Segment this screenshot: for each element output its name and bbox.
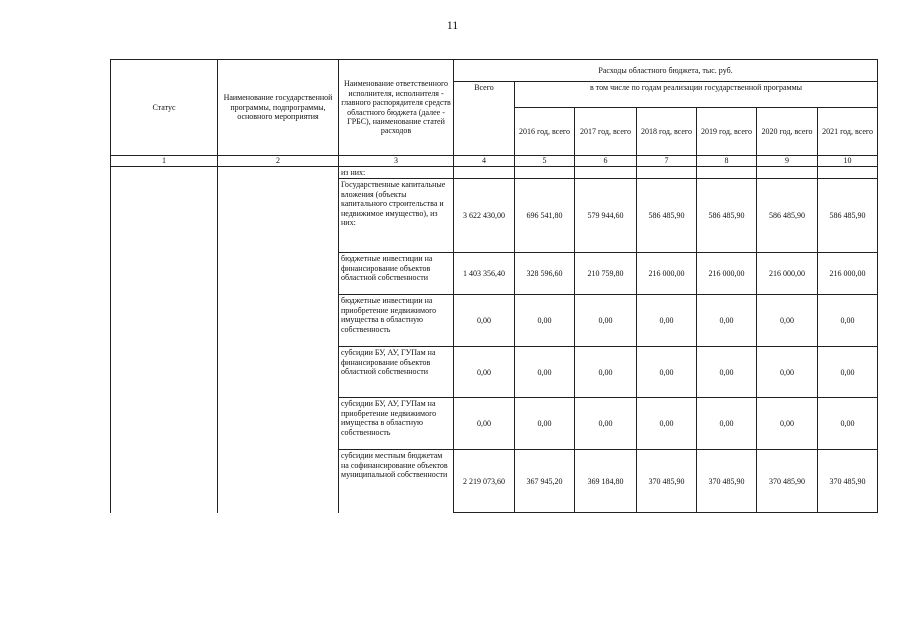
cell-value: 0,00 bbox=[818, 398, 878, 450]
cell-value: 216 000,00 bbox=[637, 253, 697, 295]
column-number: 3 bbox=[339, 156, 454, 167]
status-cell bbox=[111, 167, 218, 513]
cell-value: 0,00 bbox=[575, 295, 637, 347]
cell-value: 0,00 bbox=[757, 295, 818, 347]
cell-value: 216 000,00 bbox=[697, 253, 757, 295]
cell-value: 0,00 bbox=[575, 398, 637, 450]
column-number: 9 bbox=[757, 156, 818, 167]
cell-value: 0,00 bbox=[454, 347, 515, 398]
header-year: 2019 год, всего bbox=[697, 108, 757, 156]
cell-value: 370 485,90 bbox=[697, 450, 757, 513]
cell-value: 586 485,90 bbox=[757, 179, 818, 253]
cell-value: 0,00 bbox=[454, 295, 515, 347]
budget-table bbox=[110, 59, 878, 513]
header-year: 2016 год, всего bbox=[515, 108, 575, 156]
column-number: 4 bbox=[454, 156, 515, 167]
cell-value: 0,00 bbox=[515, 295, 575, 347]
cell-value: 0,00 bbox=[697, 398, 757, 450]
cell-value: 586 485,90 bbox=[818, 179, 878, 253]
header-status: Статус bbox=[111, 60, 218, 156]
cell-value: 0,00 bbox=[757, 398, 818, 450]
cell-value: 579 944,60 bbox=[575, 179, 637, 253]
cell-value: 0,00 bbox=[697, 295, 757, 347]
cell-value: 369 184,80 bbox=[575, 450, 637, 513]
cell-value: 2 219 073,60 bbox=[454, 450, 515, 513]
cell-value: 370 485,90 bbox=[757, 450, 818, 513]
cell-value bbox=[575, 167, 637, 179]
column-number-row bbox=[111, 156, 878, 167]
cell-value: 216 000,00 bbox=[818, 253, 878, 295]
cell-value: 0,00 bbox=[515, 398, 575, 450]
header-executor: Наименование ответственного исполнителя, исполнителя - главного распорядителя средств областного бюджета (далее - ГРБС), наименование статей расходов bbox=[339, 60, 454, 156]
cell-value: 367 945,20 bbox=[515, 450, 575, 513]
cell-value: 0,00 bbox=[818, 295, 878, 347]
row-label: субсидии БУ, АУ, ГУПам на приобретение недвижимого имущества в областную собственность bbox=[339, 398, 454, 450]
column-number: 2 bbox=[218, 156, 339, 167]
header-program-name: Наименование государственной программы, подпрограммы, основного мероприятия bbox=[218, 60, 339, 156]
row-label: субсидии местным бюджетам на софинансирование объектов муниципальной собственности bbox=[339, 450, 454, 513]
cell-value: 0,00 bbox=[515, 347, 575, 398]
cell-value: 1 403 356,40 bbox=[454, 253, 515, 295]
cell-value: 0,00 bbox=[697, 347, 757, 398]
header-expenses: Расходы областного бюджета, тыс. руб. bbox=[454, 60, 878, 82]
column-number: 5 bbox=[515, 156, 575, 167]
header-total: Всего bbox=[454, 82, 515, 156]
row-label: бюджетные инвестиции на приобретение недвижимого имущества в областную собственность bbox=[339, 295, 454, 347]
column-number: 6 bbox=[575, 156, 637, 167]
table-row bbox=[111, 167, 878, 179]
cell-value: 370 485,90 bbox=[637, 450, 697, 513]
column-number: 7 bbox=[637, 156, 697, 167]
cell-value: 210 759,80 bbox=[575, 253, 637, 295]
cell-value bbox=[697, 167, 757, 179]
row-label: субсидии БУ, АУ, ГУПам на финансирование объектов областной собственности bbox=[339, 347, 454, 398]
cell-value: 0,00 bbox=[454, 398, 515, 450]
column-number: 1 bbox=[111, 156, 218, 167]
header-row-1 bbox=[111, 60, 878, 82]
cell-value: 328 596,60 bbox=[515, 253, 575, 295]
cell-value bbox=[454, 167, 515, 179]
cell-value: 696 541,80 bbox=[515, 179, 575, 253]
cell-value: 0,00 bbox=[575, 347, 637, 398]
cell-value bbox=[637, 167, 697, 179]
row-label: из них: bbox=[339, 167, 454, 179]
cell-value: 586 485,90 bbox=[697, 179, 757, 253]
cell-value bbox=[818, 167, 878, 179]
cell-value: 586 485,90 bbox=[637, 179, 697, 253]
cell-value: 3 622 430,00 bbox=[454, 179, 515, 253]
column-number: 8 bbox=[697, 156, 757, 167]
row-label: Государственные капитальные вложения (объекты капитального строительства и недвижимое имущество), из них: bbox=[339, 179, 454, 253]
cell-value bbox=[757, 167, 818, 179]
cell-value: 0,00 bbox=[637, 398, 697, 450]
header-year: 2017 год, всего bbox=[575, 108, 637, 156]
row-label: бюджетные инвестиции на финансирование объектов областной собственности bbox=[339, 253, 454, 295]
cell-value: 0,00 bbox=[637, 295, 697, 347]
column-number: 10 bbox=[818, 156, 878, 167]
cell-value bbox=[515, 167, 575, 179]
header-year: 2018 год, всего bbox=[637, 108, 697, 156]
cell-value: 0,00 bbox=[757, 347, 818, 398]
header-year: 2021 год, всего bbox=[818, 108, 878, 156]
page-number: 11 bbox=[446, 18, 459, 32]
cell-value: 0,00 bbox=[818, 347, 878, 398]
header-year: 2020 год, всего bbox=[757, 108, 818, 156]
program-cell bbox=[218, 167, 339, 513]
header-by-years: в том числе по годам реализации государственной программы bbox=[515, 82, 878, 108]
cell-value: 370 485,90 bbox=[818, 450, 878, 513]
cell-value: 216 000,00 bbox=[757, 253, 818, 295]
cell-value: 0,00 bbox=[637, 347, 697, 398]
